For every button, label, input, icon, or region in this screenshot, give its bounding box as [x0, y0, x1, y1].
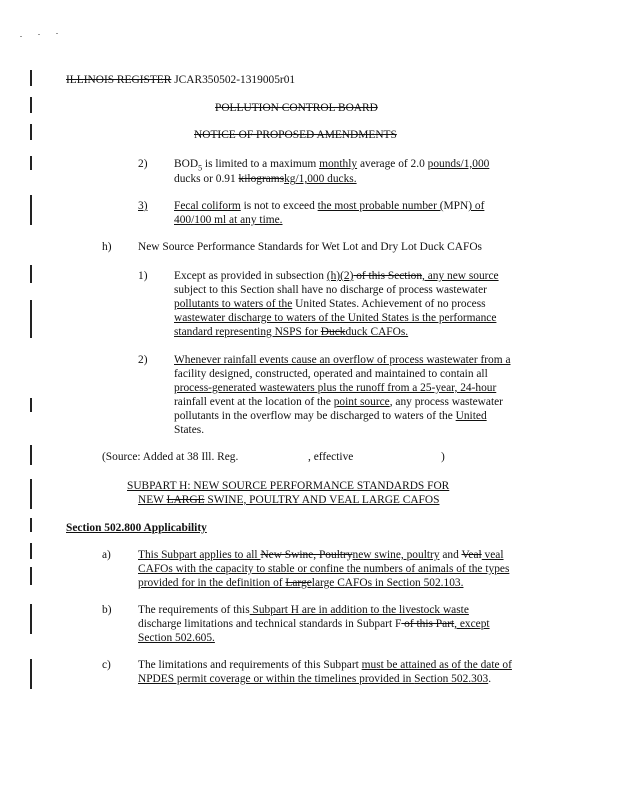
ph1-line5: standard representing NSPS for Duckduck CAFOs. — [174, 326, 409, 338]
ph2-line6: States. — [174, 424, 205, 436]
ph2-line1: Whenever rainfall events cause an overflow of process wastewater from a — [174, 354, 511, 366]
subpart-heading-line2: NEW LARGE SWINE, POULTRY AND VEAL LARGE CAFOS — [138, 494, 440, 506]
register-struck: ILLINOIS REGISTER — [66, 74, 172, 86]
register-header — [66, 73, 295, 87]
ph-marker: h) — [102, 241, 112, 253]
pa-line3: provided for in the definition of Largelarge CAFOs in Section 502.103. — [138, 577, 464, 589]
doc-code: JCAR350502-1319005r01 — [174, 74, 296, 86]
pa-line2: CAFOs with the capacity to stable or confine the numbers of animals of the types — [138, 563, 510, 575]
change-bar — [30, 445, 32, 465]
change-bar — [30, 604, 32, 634]
change-bar — [30, 265, 32, 283]
ph2-line3: process-generated wastewaters plus the runoff from a 25-year, 24-hour — [174, 382, 497, 394]
ph-text: New Source Performance Standards for Wet Lot and Dry Lot Duck CAFOs — [138, 241, 482, 253]
change-bar — [30, 398, 32, 412]
p2-line2: ducks or 0.91 kilogramskg/1,000 ducks. — [174, 173, 357, 185]
change-bar — [30, 659, 32, 689]
change-bar — [30, 300, 32, 338]
notice-title: NOTICE OF PROPOSED AMENDMENTS — [194, 129, 397, 141]
ph1-line3: pollutants to waters of the United States. Achievement of no process — [174, 298, 486, 310]
change-bar — [30, 195, 32, 225]
pc-line2: NPDES permit coverage or within the timelines provided in Section 502.303. — [138, 673, 492, 685]
subpart-heading-line1: SUBPART H: NEW SOURCE PERFORMANCE STANDARDS FOR — [127, 480, 450, 492]
source-part2: , effective — [308, 451, 354, 463]
scan-speck — [56, 33, 58, 34]
change-bar — [30, 479, 32, 509]
p3-line1: Fecal coliform is not to exceed the most probable number (MPN) of — [174, 200, 485, 212]
pa-line1: This Subpart applies to all New Swine, Poultrynew swine, poultry and Veal veal — [138, 549, 504, 561]
ph1-line1: Except as provided in subsection (h)(2) of this Section, any new source — [174, 270, 499, 282]
board-title: POLLUTION CONTROL BOARD — [215, 102, 378, 114]
ph2-line5: pollutants in the overflow may be discharged to waters of the United — [174, 410, 487, 422]
p2-marker: 2) — [138, 158, 148, 170]
change-bar — [30, 156, 32, 170]
pb-line2: discharge limitations and technical standards in Subpart F of this Part, except — [138, 618, 490, 630]
change-bar — [30, 518, 32, 532]
change-bar — [30, 124, 32, 140]
pa-marker: a) — [102, 549, 111, 561]
ph1-line4: wastewater discharge to waters of the United States is the performance — [174, 312, 497, 324]
pc-line1: The limitations and requirements of this Subpart must be attained as of the date of — [138, 659, 512, 671]
p2-line1: $BOD_5$ is limited to a maximum monthly average of 2.0 pounds/1,000 — [174, 158, 490, 173]
ph2-marker: 2) — [138, 354, 148, 366]
change-bar — [30, 543, 32, 559]
change-bar — [30, 567, 32, 585]
change-bar — [30, 70, 32, 86]
pb-marker: b) — [102, 604, 112, 616]
ph1-marker: 1) — [138, 270, 148, 282]
scan-speck — [20, 36, 22, 37]
pc-marker: c) — [102, 659, 111, 671]
ph2-line2: facility designed, constructed, operated and maintained to contain all — [174, 368, 488, 380]
pb-line1: The requirements of this Subpart H are in addition to the livestock waste — [138, 604, 469, 616]
p3-marker: 3) — [138, 200, 148, 212]
change-bar — [30, 97, 32, 113]
section-title: Section 502.800 Applicability — [66, 522, 207, 534]
p3-line2: 400/100 ml at any time. — [174, 214, 283, 226]
source-part3: ) — [441, 451, 445, 463]
pb-line3: Section 502.605. — [138, 632, 215, 644]
scan-speck — [38, 34, 40, 35]
ph2-line4: rainfall event at the location of the point source, any process wastewater — [174, 396, 503, 408]
source-part1: (Source: Added at 38 Ill. Reg. — [102, 451, 239, 463]
ph1-line2: subject to this Section shall have no discharge of process wastewater — [174, 284, 487, 296]
